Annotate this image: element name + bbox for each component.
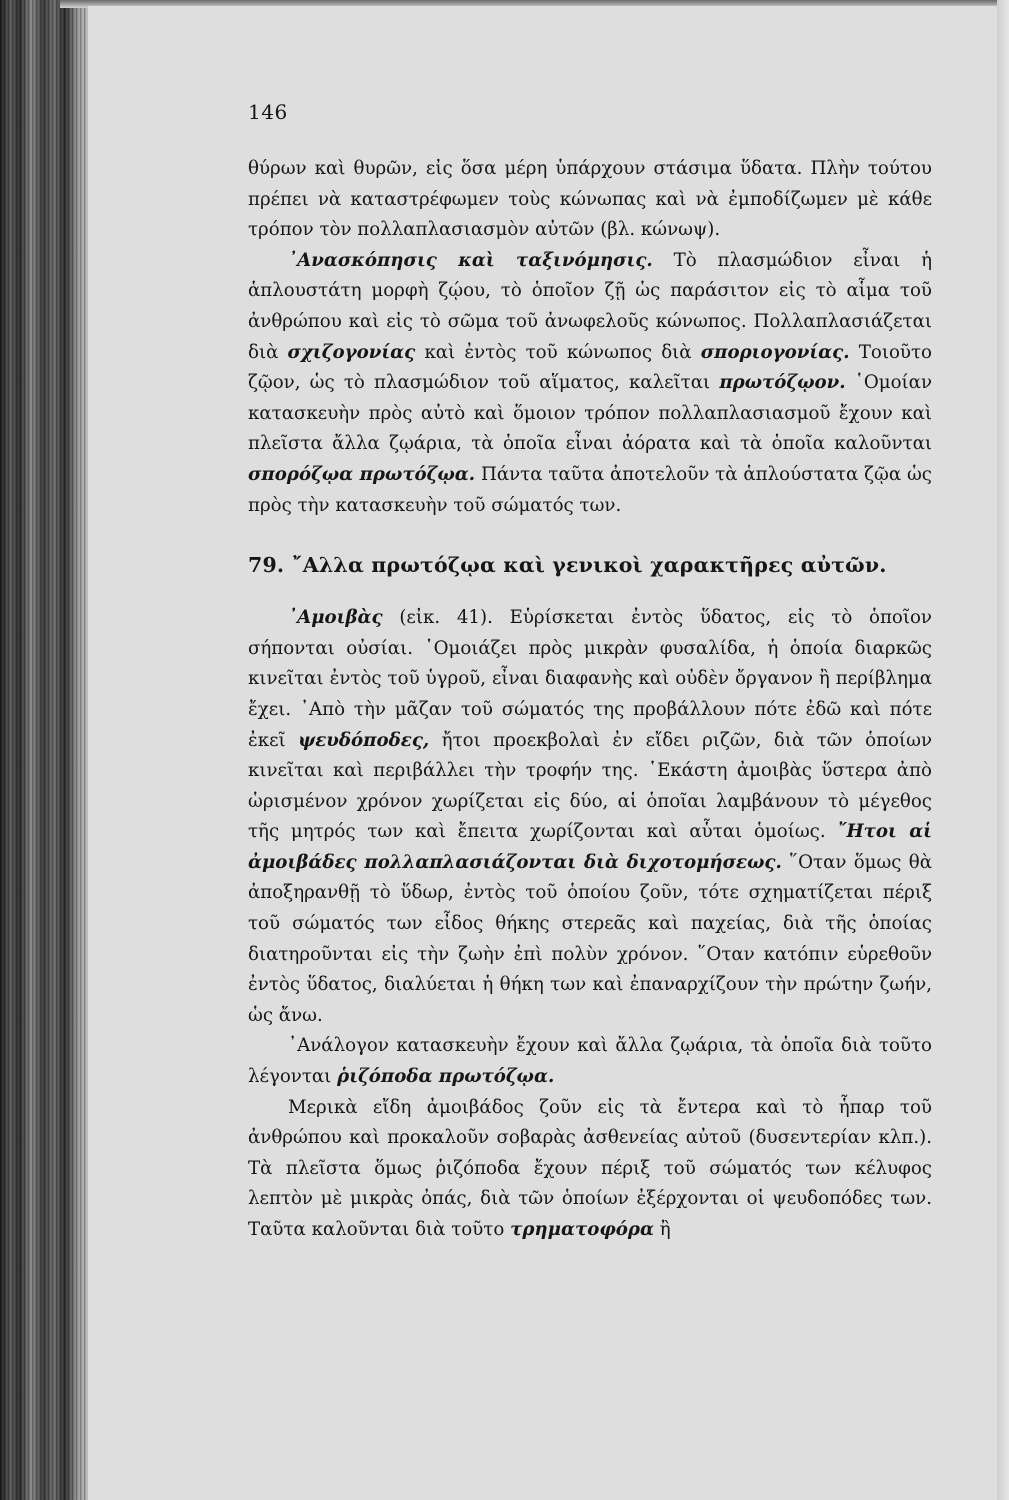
section-gap <box>248 521 932 553</box>
term-sporozoa: σπορόζῳα πρωτόζῳα. <box>248 463 476 485</box>
term-amoeba: ᾿Αμοιβὰς <box>288 607 383 629</box>
rhizopoda-text-1: ᾿Ανάλογον κατασκευὴν ἔχουν καὶ ἄλλα ζῳάρια, τὰ ὁποῖα διὰ τοῦτο λέγονται <box>248 1035 932 1088</box>
classification-text-3: Τοιοῦτο ζῷον, ὡς τὸ πλασμώδιον τοῦ αἵματος, καλεῖται <box>248 341 932 394</box>
term-schizogony: σχιζογονίας <box>287 341 416 363</box>
section-number: 79. <box>248 553 285 578</box>
term-pseudopods: ψευδόποδες, <box>298 729 430 751</box>
classification-text-4: ῾Ομοίαν κατασκευὴν πρὸς αὐτὸ καὶ ὅμοιον τρόπον πολλαπλασιασμοῦ ἔχουν καὶ πλεῖστα ἄλλα ζῳάρια, τὰ ὁποῖα εἶναι ἀόρατα καὶ τὰ ὁποῖα καλοῦνται <box>248 372 932 455</box>
intro-text: θύρων καὶ θυρῶν, εἰς ὅσα μέρη ὑπάρχουν στάσιμα ὕδατα. Πλὴν τούτου πρέπει νὰ καταστρέφωμεν τοὺς κώνωπας καὶ νὰ ἐμποδίζωμεν μὲ κάθε τρόπον τὸν πολλαπλασιασμὸν αὐτῶν (βλ. κώνωψ). <box>248 158 932 241</box>
term-classification-title: ᾿Ανασκόπησις καὶ ταξινόμησις. <box>288 249 653 271</box>
right-paper-edge <box>997 0 1009 1500</box>
term-rhizopoda: ῥιζόποδα πρωτόζῳα. <box>337 1066 555 1088</box>
amoeba-text-1: (εἰκ. 41). Εὑρίσκεται ἐντὸς ὕδατος, εἰς τὸ ὁποῖον σήπονται οὐσίαι. ῾Ομοιάζει πρὸς μικρὰν φυσαλίδα, ἡ ὁποία διαρκῶς κινεῖται ἐντὸς τοῦ ὑγροῦ, εἶναι διαφανὴς καὶ οὐδὲν ὄργανον ἢ περίβλημα ἔχει. ᾿Απὸ τὴν μᾶζαν τοῦ σώματός της προβάλλουν πότε ἐδῶ καὶ πότε ἐκεῖ <box>248 607 932 751</box>
page-number: 146 <box>248 100 288 124</box>
section-heading <box>248 553 932 577</box>
classification-paragraph <box>248 246 932 521</box>
page-content <box>248 100 932 1246</box>
classification-text-1: Τὸ πλασμώδιον εἶναι ἡ ἁπλουστάτη μορφὴ ζῴου, τὸ ὁποῖον ζῇ ὡς παράσιτον εἰς τὸ αἷμα τοῦ ἀνθρώπου καὶ εἰς τὸ σῶμα τοῦ ἀνωφελοῦς κώνωπος. Πολλαπλασιάζεται διὰ <box>248 249 932 363</box>
term-binary-fission: ῎Ητοι αἱ ἀμοιβάδες πολλαπλασιάζονται διὰ διχοτομήσεως. <box>248 821 932 873</box>
foraminifera-text-1: Μερικὰ εἴδη ἀμοιβάδος ζοῦν εἰς τὰ ἔντερα καὶ τὸ ἧπαρ τοῦ ἀνθρώπου καὶ προκαλοῦν σοβαρὰς ἀσθενείας αὐτοῦ (δυσεντερίαν κλπ.). Τὰ πλεῖστα ὅμως ῥιζόποδα ἔχουν πέριξ τοῦ σώματός των κέλυφος λεπτὸν μὲ μικρὰς ὀπάς, διὰ τῶν ὁποίων ἐξέρχονται οἱ ψευδοπόδες των. Ταῦτα καλοῦνται διὰ τοῦτο <box>248 1096 932 1240</box>
amoeba-text-2: ἤτοι προεκβολαὶ ἐν εἴδει ριζῶν, διὰ τῶν ὁποίων κινεῖται καὶ περιβάλλει τὴν τροφήν της. ῾Εκάστη ἀμοιβὰς ὕστερα ἀπὸ ὡρισμένον χρόνον χωρίζεται εἰς δύο, αἱ ὁποῖαι λαμβάνουν τὸ μέγεθος τῆς μητρός των καὶ ἔπειτα χωρίζονται καὶ αὗται ὁμοίως. <box>248 729 932 843</box>
rhizopoda-paragraph <box>248 1031 932 1092</box>
term-sporogony: σποριογονίας. <box>700 341 850 363</box>
section-title: ῎Αλλα πρωτόζῳα καὶ γενικοὶ χαρακτῆρες αὐτῶν. <box>292 553 887 578</box>
classification-text-5: Πάντα ταῦτα ἀποτελοῦν τὰ ἁπλούστατα ζῷα ὡς πρὸς τὴν κατασκευὴν τοῦ σώματός των. <box>248 463 932 516</box>
foraminifera-text-2: ἢ <box>654 1219 671 1240</box>
spine-page-edges <box>0 0 90 1500</box>
intro-paragraph <box>248 154 932 246</box>
term-protozoon: πρωτόζῳον. <box>719 372 846 394</box>
classification-text-2: καὶ ἐντὸς τοῦ κώνωπος διὰ <box>415 341 701 363</box>
term-foraminifera: τρηματοφόρα <box>510 1219 655 1240</box>
amoeba-paragraph <box>248 603 932 1031</box>
amoeba-text-3: ῞Οταν ὅμως θὰ ἀποξηρανθῇ τὸ ὕδωρ, ἐντὸς τοῦ ὁποίου ζοῦν, τότε σχηματίζεται πέριξ τοῦ σώματός των εἶδος θήκης στερεᾶς καὶ παχείας, διὰ τῆς ὁποίας διατηροῦνται εἰς τὴν ζωὴν ἐπὶ πολὺν χρόνον. ῞Οταν κατόπιν εὑρεθοῦν ἐντὸς ὕδατος, διαλύεται ἡ θήκη των καὶ ἐπαναρχίζουν τὴν πρώτην ζωήν, ὡς ἄνω. <box>248 851 932 1026</box>
foraminifera-paragraph <box>248 1093 932 1246</box>
